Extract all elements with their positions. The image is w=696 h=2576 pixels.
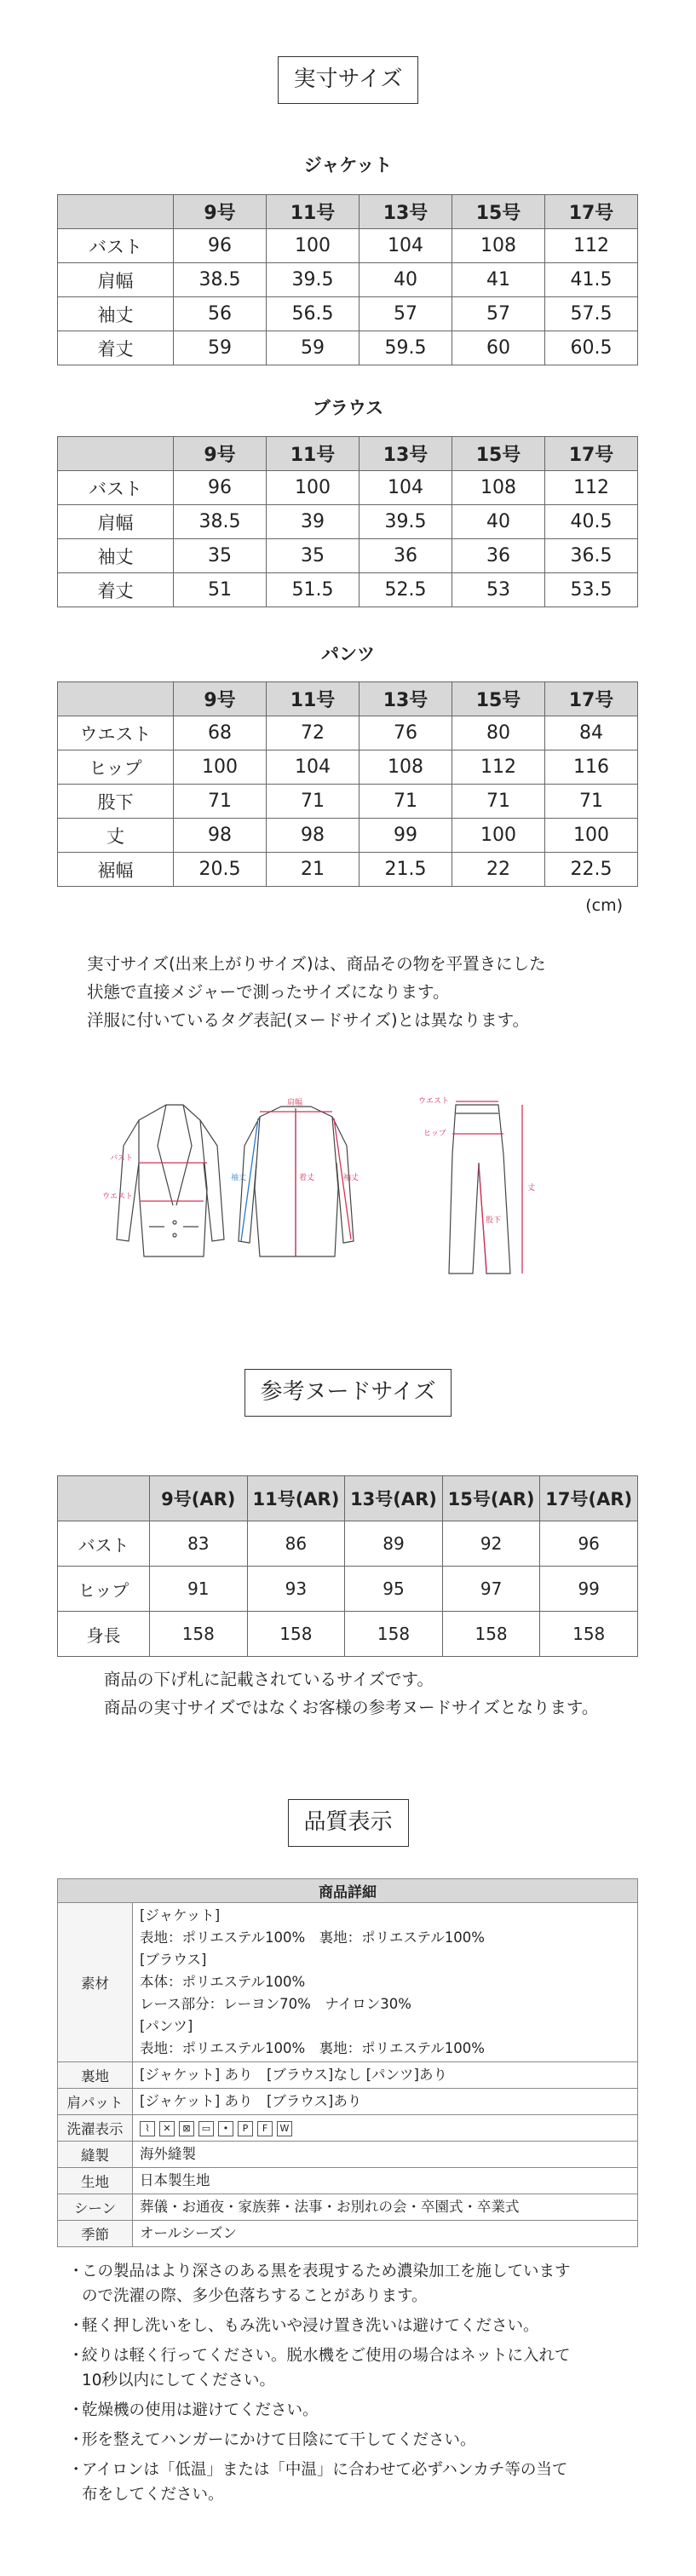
cell: 100 bbox=[174, 750, 267, 785]
col-header: 15号(AR) bbox=[442, 1476, 540, 1521]
care-note-line: 布をしてください。 bbox=[82, 2486, 224, 2504]
sleeve-label: 袖丈 bbox=[343, 1174, 360, 1182]
cell: 59.5 bbox=[360, 331, 452, 365]
care-notes bbox=[68, 2259, 647, 2512]
cell: 104 bbox=[360, 471, 452, 505]
jacket-front-illustration bbox=[117, 1105, 224, 1256]
cell: 158 bbox=[247, 1612, 345, 1657]
cell: 84 bbox=[545, 716, 638, 750]
row-label: 丈 bbox=[58, 819, 174, 853]
row-label: 裾幅 bbox=[58, 853, 174, 887]
cell: 57 bbox=[452, 297, 545, 331]
cell: 22.5 bbox=[545, 853, 638, 887]
material-line: 本体：ポリエステル100% bbox=[140, 1974, 306, 1990]
list-item bbox=[68, 2343, 647, 2393]
cell: 116 bbox=[545, 750, 638, 785]
material-line: 表地：ポリエステル100% 裏地：ポリエステル100% bbox=[140, 1929, 485, 1946]
table-row bbox=[58, 1567, 638, 1612]
cell: 57 bbox=[360, 297, 452, 331]
season-value: オールシーズン bbox=[133, 2221, 638, 2247]
cell: 51.5 bbox=[267, 573, 360, 607]
material-line: [ジャケット] bbox=[140, 1907, 221, 1923]
cell: 91 bbox=[150, 1567, 248, 1612]
shoulder-pad-label: 肩パット bbox=[58, 2089, 133, 2115]
cell: 95 bbox=[345, 1567, 443, 1612]
pants-hip-label: ヒップ bbox=[423, 1130, 446, 1138]
list-item bbox=[68, 2259, 647, 2309]
measurement-illustrations bbox=[98, 1095, 601, 1295]
detail-header: 商品詳細 bbox=[58, 1879, 638, 1903]
cell: 53 bbox=[452, 573, 545, 607]
cell: 92 bbox=[442, 1521, 540, 1567]
col-header: 11号 bbox=[267, 682, 360, 716]
row-label: 股下 bbox=[58, 785, 174, 819]
actual-size-note bbox=[87, 950, 546, 1034]
cell: 76 bbox=[360, 716, 452, 750]
cell: 60 bbox=[452, 331, 545, 365]
pants-title: パンツ bbox=[321, 644, 375, 664]
shoulder-pad-value: [ジャケット] あり [ブラウス]あり bbox=[133, 2089, 638, 2115]
quality-title: 品質表示 bbox=[287, 1799, 408, 1847]
care-note-line: アイロンは「低温」または「中温」に合わせて必ずハンカチ等の当て bbox=[82, 2461, 568, 2479]
table-row bbox=[58, 505, 638, 539]
cell: 20.5 bbox=[174, 853, 267, 887]
no-bleach-icon: ✕ bbox=[159, 2121, 175, 2136]
cell: 39.5 bbox=[360, 505, 452, 539]
col-header: 17号 bbox=[545, 437, 638, 471]
col-header: 17号(AR) bbox=[540, 1476, 638, 1521]
care-note-line: 10秒以内にしてください。 bbox=[82, 2372, 276, 2389]
table-row bbox=[58, 1612, 638, 1657]
cell: 158 bbox=[150, 1612, 248, 1657]
table-row bbox=[58, 785, 638, 819]
cell: 38.5 bbox=[174, 505, 267, 539]
cell: 40 bbox=[360, 263, 452, 297]
sleeve-blue-label: 袖丈 bbox=[231, 1174, 247, 1182]
cell: 93 bbox=[247, 1567, 345, 1612]
inseam-label: 股下 bbox=[486, 1216, 502, 1225]
cell: 112 bbox=[545, 471, 638, 505]
cell: 36.5 bbox=[545, 539, 638, 573]
sewing-value: 海外縫製 bbox=[133, 2142, 638, 2168]
table-header-row bbox=[58, 682, 638, 716]
cell: 41.5 bbox=[545, 263, 638, 297]
cell: 104 bbox=[267, 750, 360, 785]
cell: 100 bbox=[452, 819, 545, 853]
waist-label: ウエスト bbox=[102, 1193, 134, 1201]
col-header: 13号(AR) bbox=[345, 1476, 443, 1521]
material-row bbox=[58, 1903, 638, 2062]
dry-clean-icon: P bbox=[238, 2121, 253, 2136]
row-label: 袖丈 bbox=[58, 297, 174, 331]
hand-wash-icon: ⌇ bbox=[140, 2121, 155, 2136]
wash-row bbox=[58, 2115, 638, 2142]
col-header: 11号(AR) bbox=[247, 1476, 345, 1521]
jacket-size-table bbox=[57, 194, 638, 365]
table-row bbox=[58, 297, 638, 331]
cell: 112 bbox=[452, 750, 545, 785]
col-header: 11号 bbox=[267, 195, 360, 229]
cell: 86 bbox=[247, 1521, 345, 1567]
col-header: 9号 bbox=[174, 195, 267, 229]
table-header-row bbox=[58, 437, 638, 471]
cell: 108 bbox=[452, 229, 545, 263]
pants-measure-lines bbox=[452, 1101, 522, 1274]
pants-length-label: 丈 bbox=[527, 1184, 536, 1193]
cell: 21.5 bbox=[360, 853, 452, 887]
bust-label: バスト bbox=[110, 1154, 134, 1163]
row-label: ヒップ bbox=[58, 1567, 150, 1612]
corner-cell bbox=[58, 437, 174, 471]
cell: 59 bbox=[174, 331, 267, 365]
jacket-title: ジャケット bbox=[303, 155, 393, 175]
row-label: バスト bbox=[58, 471, 174, 505]
note-line: 実寸サイズ(出来上がりサイズ)は、商品その物を平置きにした bbox=[87, 954, 546, 974]
col-header: 17号 bbox=[545, 195, 638, 229]
lining-value: [ジャケット] あり [ブラウス]なし [パンツ]あり bbox=[133, 2062, 638, 2089]
unit-label: (cm) bbox=[585, 896, 623, 915]
table-row bbox=[58, 853, 638, 887]
blouse-size-table bbox=[57, 436, 638, 607]
cell: 53.5 bbox=[545, 573, 638, 607]
cell: 99 bbox=[360, 819, 452, 853]
row-label: 身長 bbox=[58, 1612, 150, 1657]
row-label: 着丈 bbox=[58, 573, 174, 607]
cell: 36 bbox=[360, 539, 452, 573]
product-detail-table bbox=[57, 1878, 638, 2247]
table-row bbox=[58, 539, 638, 573]
material-value bbox=[133, 1903, 638, 2062]
row-label: 肩幅 bbox=[58, 263, 174, 297]
row-label: ヒップ bbox=[58, 750, 174, 785]
table-row bbox=[58, 750, 638, 785]
cell: 39.5 bbox=[267, 263, 360, 297]
care-note-line: 軽く押し洗いをし、もみ洗いや浸け置き洗いは避けてください。 bbox=[82, 2317, 539, 2335]
col-header: 13号 bbox=[360, 195, 452, 229]
col-header: 13号 bbox=[360, 682, 452, 716]
cell: 51 bbox=[174, 573, 267, 607]
cell: 96 bbox=[174, 471, 267, 505]
row-label: 肩幅 bbox=[58, 505, 174, 539]
fabric-label: 生地 bbox=[58, 2168, 133, 2194]
cell: 98 bbox=[267, 819, 360, 853]
cell: 71 bbox=[545, 785, 638, 819]
bullet: ・ bbox=[68, 2431, 84, 2449]
cell: 100 bbox=[545, 819, 638, 853]
season-row bbox=[58, 2221, 638, 2247]
table-row bbox=[58, 819, 638, 853]
table-header-row bbox=[58, 195, 638, 229]
pants-illustration bbox=[449, 1105, 510, 1274]
material-label: 素材 bbox=[58, 1903, 133, 2062]
scene-label: シーン bbox=[58, 2194, 133, 2221]
table-row bbox=[58, 1521, 638, 1567]
cell: 108 bbox=[452, 471, 545, 505]
nude-size-title: 参考ヌードサイズ bbox=[244, 1369, 452, 1417]
sewing-row bbox=[58, 2142, 638, 2168]
corner-cell bbox=[58, 682, 174, 716]
list-item bbox=[68, 2398, 647, 2423]
lining-label: 裏地 bbox=[58, 2062, 133, 2089]
care-note-line: 乾燥機の使用は避けてください。 bbox=[82, 2401, 319, 2419]
table-row bbox=[58, 331, 638, 365]
cell: 39 bbox=[267, 505, 360, 539]
col-header: 9号 bbox=[174, 437, 267, 471]
cell: 72 bbox=[267, 716, 360, 750]
col-header: 11号 bbox=[267, 437, 360, 471]
cell: 108 bbox=[360, 750, 452, 785]
length-label: 着丈 bbox=[299, 1174, 315, 1182]
table-header-row bbox=[58, 1476, 638, 1521]
fabric-value: 日本製生地 bbox=[133, 2168, 638, 2194]
table-row bbox=[58, 716, 638, 750]
season-label: 季節 bbox=[58, 2221, 133, 2247]
cell: 71 bbox=[360, 785, 452, 819]
bullet: ・ bbox=[68, 2263, 84, 2280]
scene-row bbox=[58, 2194, 638, 2221]
bullet: ・ bbox=[68, 2461, 84, 2479]
col-header: 17号 bbox=[545, 682, 638, 716]
col-header: 15号 bbox=[452, 195, 545, 229]
cell: 57.5 bbox=[545, 297, 638, 331]
bullet: ・ bbox=[68, 2401, 84, 2419]
cell: 56 bbox=[174, 297, 267, 331]
shoulder-label: 肩幅 bbox=[287, 1099, 303, 1107]
cell: 71 bbox=[452, 785, 545, 819]
bullet: ・ bbox=[68, 2317, 84, 2335]
cell: 80 bbox=[452, 716, 545, 750]
col-header: 9号(AR) bbox=[150, 1476, 248, 1521]
cell: 40 bbox=[452, 505, 545, 539]
cell: 100 bbox=[267, 229, 360, 263]
note-line: 商品の実寸サイズではなくお客様の参考ヌードサイズとなります。 bbox=[104, 1698, 599, 1717]
cell: 68 bbox=[174, 716, 267, 750]
cell: 96 bbox=[174, 229, 267, 263]
nude-size-table bbox=[57, 1475, 638, 1657]
wet-clean-icon: F bbox=[257, 2121, 273, 2136]
col-header: 13号 bbox=[360, 437, 452, 471]
note-line: 状態で直接メジャーで測ったサイズになります。 bbox=[87, 982, 450, 1002]
fabric-row bbox=[58, 2168, 638, 2194]
row-label: 着丈 bbox=[58, 331, 174, 365]
cell: 22 bbox=[452, 853, 545, 887]
list-item bbox=[68, 2314, 647, 2338]
cell: 71 bbox=[267, 785, 360, 819]
cell: 35 bbox=[174, 539, 267, 573]
sewing-label: 縫製 bbox=[58, 2142, 133, 2168]
line-dry-icon: ▭ bbox=[198, 2121, 214, 2136]
jacket-back-measure-lines bbox=[241, 1112, 351, 1255]
nude-size-note bbox=[104, 1665, 598, 1722]
cell: 158 bbox=[345, 1612, 443, 1657]
cell: 35 bbox=[267, 539, 360, 573]
note-line: 商品の下げ札に記載されているサイズです。 bbox=[104, 1670, 434, 1689]
table-row bbox=[58, 573, 638, 607]
cell: 112 bbox=[545, 229, 638, 263]
cell: 56.5 bbox=[267, 297, 360, 331]
iron-icon: • bbox=[218, 2121, 233, 2136]
table-row bbox=[58, 229, 638, 263]
cell: 99 bbox=[540, 1567, 638, 1612]
shoulder-pad-row bbox=[58, 2089, 638, 2115]
cell: 21 bbox=[267, 853, 360, 887]
cell: 98 bbox=[174, 819, 267, 853]
pants-waist-label: ウエスト bbox=[418, 1097, 450, 1106]
material-line: 表地：ポリエステル100% 裏地：ポリエステル100% bbox=[140, 2040, 485, 2056]
cell: 38.5 bbox=[174, 263, 267, 297]
scene-value: 葬儀・お通夜・家族葬・法事・お別れの会・卒園式・卒業式 bbox=[133, 2194, 638, 2221]
cell: 97 bbox=[442, 1567, 540, 1612]
cell: 100 bbox=[267, 471, 360, 505]
blouse-title: ブラウス bbox=[312, 398, 384, 418]
actual-size-title: 実寸サイズ bbox=[278, 56, 419, 104]
row-label: 袖丈 bbox=[58, 539, 174, 573]
cell: 60.5 bbox=[545, 331, 638, 365]
cell: 59 bbox=[267, 331, 360, 365]
cell: 83 bbox=[150, 1521, 248, 1567]
care-note-line: ので洗濯の際、多少色落ちすることがあります。 bbox=[82, 2287, 428, 2305]
cell: 71 bbox=[174, 785, 267, 819]
table-row bbox=[58, 471, 638, 505]
corner-cell bbox=[58, 195, 174, 229]
material-line: [ブラウス] bbox=[140, 1952, 207, 1968]
row-label: バスト bbox=[58, 1521, 150, 1567]
jacket-measure-lines bbox=[139, 1163, 207, 1201]
list-item bbox=[68, 2458, 647, 2507]
corner-cell bbox=[58, 1476, 150, 1521]
care-note-line: この製品はより深さのある黒を表現するため濃染加工を施しています bbox=[82, 2263, 571, 2280]
cell: 41 bbox=[452, 263, 545, 297]
cell: 36 bbox=[452, 539, 545, 573]
material-line: レース部分：レーヨン70% ナイロン30% bbox=[140, 1996, 411, 2012]
col-header: 15号 bbox=[452, 437, 545, 471]
professional-wet-icon: W bbox=[277, 2121, 292, 2136]
pants-size-table bbox=[57, 681, 638, 887]
cell: 158 bbox=[540, 1612, 638, 1657]
note-line: 洋服に付いているタグ表記(ヌードサイズ)とは異なります。 bbox=[87, 1010, 530, 1030]
cell: 96 bbox=[540, 1521, 638, 1567]
wash-label: 洗濯表示 bbox=[58, 2115, 133, 2142]
cell: 158 bbox=[442, 1612, 540, 1657]
list-item bbox=[68, 2428, 647, 2452]
wash-symbols bbox=[133, 2115, 638, 2142]
table-row bbox=[58, 263, 638, 297]
cell: 40.5 bbox=[545, 505, 638, 539]
bullet: ・ bbox=[68, 2347, 84, 2365]
col-header: 9号 bbox=[174, 682, 267, 716]
col-header: 15号 bbox=[452, 682, 545, 716]
row-label: ウエスト bbox=[58, 716, 174, 750]
lining-row bbox=[58, 2062, 638, 2089]
care-note-line: 形を整えてハンガーにかけて日陰にて干してください。 bbox=[82, 2431, 476, 2449]
cell: 52.5 bbox=[360, 573, 452, 607]
care-note-line: 絞りは軽く行ってください。脱水機をご使用の場合はネットに入れて bbox=[82, 2347, 571, 2365]
no-tumble-dry-icon: ⊠ bbox=[179, 2121, 194, 2136]
row-label: バスト bbox=[58, 229, 174, 263]
cell: 104 bbox=[360, 229, 452, 263]
material-line: [パンツ] bbox=[140, 2018, 193, 2034]
cell: 89 bbox=[345, 1521, 443, 1567]
